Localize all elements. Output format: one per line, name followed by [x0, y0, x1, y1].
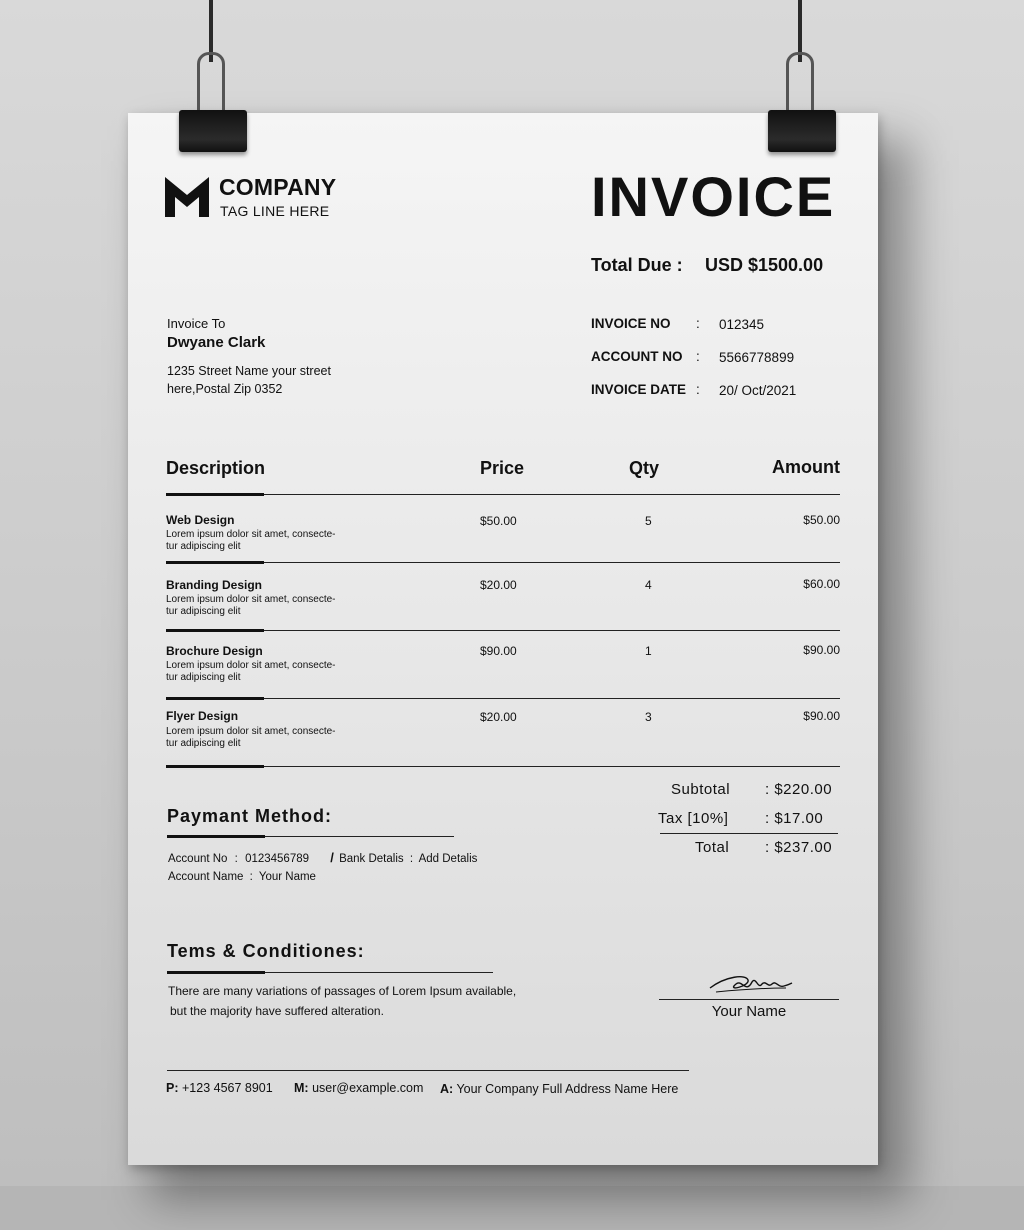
- header-accent: [166, 493, 264, 496]
- terms-line2: but the majority have suffered alteration.: [170, 1004, 384, 1018]
- client-name: Dwyane Clark: [167, 334, 266, 351]
- row1-amount: $50.00: [803, 513, 840, 527]
- row1-qty: 5: [645, 514, 652, 528]
- row2-accent: [166, 629, 264, 632]
- row3-desc: Lorem ipsum dolor sit amet, consecte-tur adipiscing elit: [166, 660, 336, 683]
- signature-line: [659, 999, 839, 1000]
- row4-qty: 3: [645, 710, 652, 724]
- payment-account-name-label: Account Name: [168, 871, 244, 883]
- row1-desc: Lorem ipsum dolor sit amet, consecte-tur adipiscing elit: [166, 529, 336, 552]
- footer-address-value: Your Company Full Address Name Here: [456, 1082, 679, 1096]
- terms-accent: [167, 971, 265, 974]
- col-header-qty: Qty: [629, 458, 660, 478]
- totals-divider: [660, 833, 838, 834]
- tax-label: Tax [10%]: [658, 810, 729, 827]
- account-no-row: [168, 850, 477, 865]
- invoice-title: INVOICE: [591, 165, 836, 228]
- binder-clip-right: [768, 110, 836, 152]
- footer-mail-label: M:: [294, 1081, 309, 1095]
- row1-accent: [166, 561, 264, 564]
- payment-accent: [167, 835, 265, 838]
- invoice-date-value: 20/ Oct/2021: [719, 383, 797, 398]
- row4-desc: Lorem ipsum dolor sit amet, consecte-tur adipiscing elit: [166, 726, 336, 749]
- row1-divider: [166, 562, 840, 563]
- row2-price: $20.00: [480, 578, 517, 592]
- row4-price: $20.00: [480, 710, 517, 724]
- payment-bank-value: Add Detalis: [418, 853, 478, 865]
- row2-amount: $60.00: [803, 577, 840, 591]
- tax-value: : $17.00: [765, 810, 824, 827]
- col-header-price: Price: [480, 458, 525, 478]
- terms-heading: Tems & Conditiones:: [167, 941, 365, 961]
- invoice-no-label: INVOICE NO: [591, 316, 671, 331]
- invoice-paper: [128, 113, 878, 1165]
- payment-slash: /: [330, 850, 334, 865]
- row1-price: $50.00: [480, 514, 517, 528]
- row3-price: $90.00: [480, 644, 517, 658]
- payment-account-no-value: 0123456789: [245, 853, 310, 865]
- binder-clip-left: [179, 110, 247, 152]
- subtotal-value: : $220.00: [765, 781, 833, 798]
- account-name-row: [168, 871, 316, 883]
- company-tagline: TAG LINE HERE: [220, 203, 330, 219]
- invoice-date-label: INVOICE DATE: [591, 382, 687, 397]
- invoice-date-sep: :: [696, 382, 700, 397]
- row3-qty: 1: [645, 644, 652, 658]
- row4-divider: [166, 766, 840, 767]
- header-divider: [166, 494, 840, 495]
- binder-clip-handle-left: [197, 52, 225, 118]
- row1-item: Web Design: [166, 513, 235, 527]
- total-value: : $237.00: [765, 839, 833, 856]
- account-no-value: 5566778899: [719, 350, 795, 365]
- row2-divider: [166, 630, 840, 631]
- signature-name: Your Name: [711, 1003, 787, 1020]
- invoice-no-sep: :: [696, 316, 700, 331]
- company-name: COMPANY: [219, 174, 337, 200]
- total-label: Total: [695, 839, 730, 856]
- row4-amount: $90.00: [803, 709, 840, 723]
- footer-phone-value: +123 4567 8901: [181, 1081, 273, 1095]
- row4-accent: [166, 765, 264, 768]
- invoice-no-value: 012345: [719, 317, 765, 332]
- col-header-description: Description: [166, 458, 266, 478]
- invoice-to-label: Invoice To: [167, 316, 226, 331]
- footer-address: [440, 1082, 678, 1096]
- payment-bank-label: Bank Detalis: [339, 853, 404, 865]
- payment-account-name-value: Your Name: [258, 871, 316, 883]
- client-address-line1: 1235 Street Name your street: [167, 364, 331, 378]
- footer-divider: [167, 1070, 689, 1071]
- account-no-sep: :: [696, 349, 700, 364]
- footer-address-label: A:: [440, 1082, 454, 1096]
- row3-accent: [166, 697, 264, 700]
- row3-item: Brochure Design: [166, 644, 263, 658]
- row3-amount: $90.00: [803, 643, 840, 657]
- row2-qty: 4: [645, 578, 652, 592]
- signature-image: [706, 968, 796, 1000]
- total-due-value: USD $1500.00: [705, 255, 824, 275]
- payment-account-no-sep: :: [234, 853, 238, 865]
- terms-line1: There are many variations of passages of Lorem Ipsum available,: [168, 984, 517, 998]
- footer-mail: [294, 1081, 423, 1095]
- payment-account-no-label: Account No: [168, 853, 228, 865]
- footer-mail-value: user@example.com: [312, 1081, 424, 1095]
- total-due-label: Total Due :: [591, 255, 683, 275]
- payment-bank-sep: :: [409, 853, 414, 865]
- subtotal-label: Subtotal: [671, 781, 731, 798]
- account-no-label: ACCOUNT NO: [591, 349, 683, 364]
- footer-phone: [166, 1081, 273, 1095]
- col-header-amount: Amount: [772, 457, 840, 477]
- footer-phone-label: P:: [166, 1081, 179, 1095]
- row2-desc: Lorem ipsum dolor sit amet, consecte-tur adipiscing elit: [166, 594, 336, 617]
- payment-heading: Paymant Method:: [167, 806, 333, 826]
- payment-account-name-sep: :: [249, 871, 253, 883]
- binder-clip-handle-right: [786, 52, 814, 118]
- row4-item: Flyer Design: [166, 709, 239, 723]
- company-logo-icon: [165, 177, 209, 217]
- row3-divider: [166, 698, 840, 699]
- client-address-line2: here,Postal Zip 0352: [167, 382, 283, 396]
- row2-item: Branding Design: [166, 578, 263, 592]
